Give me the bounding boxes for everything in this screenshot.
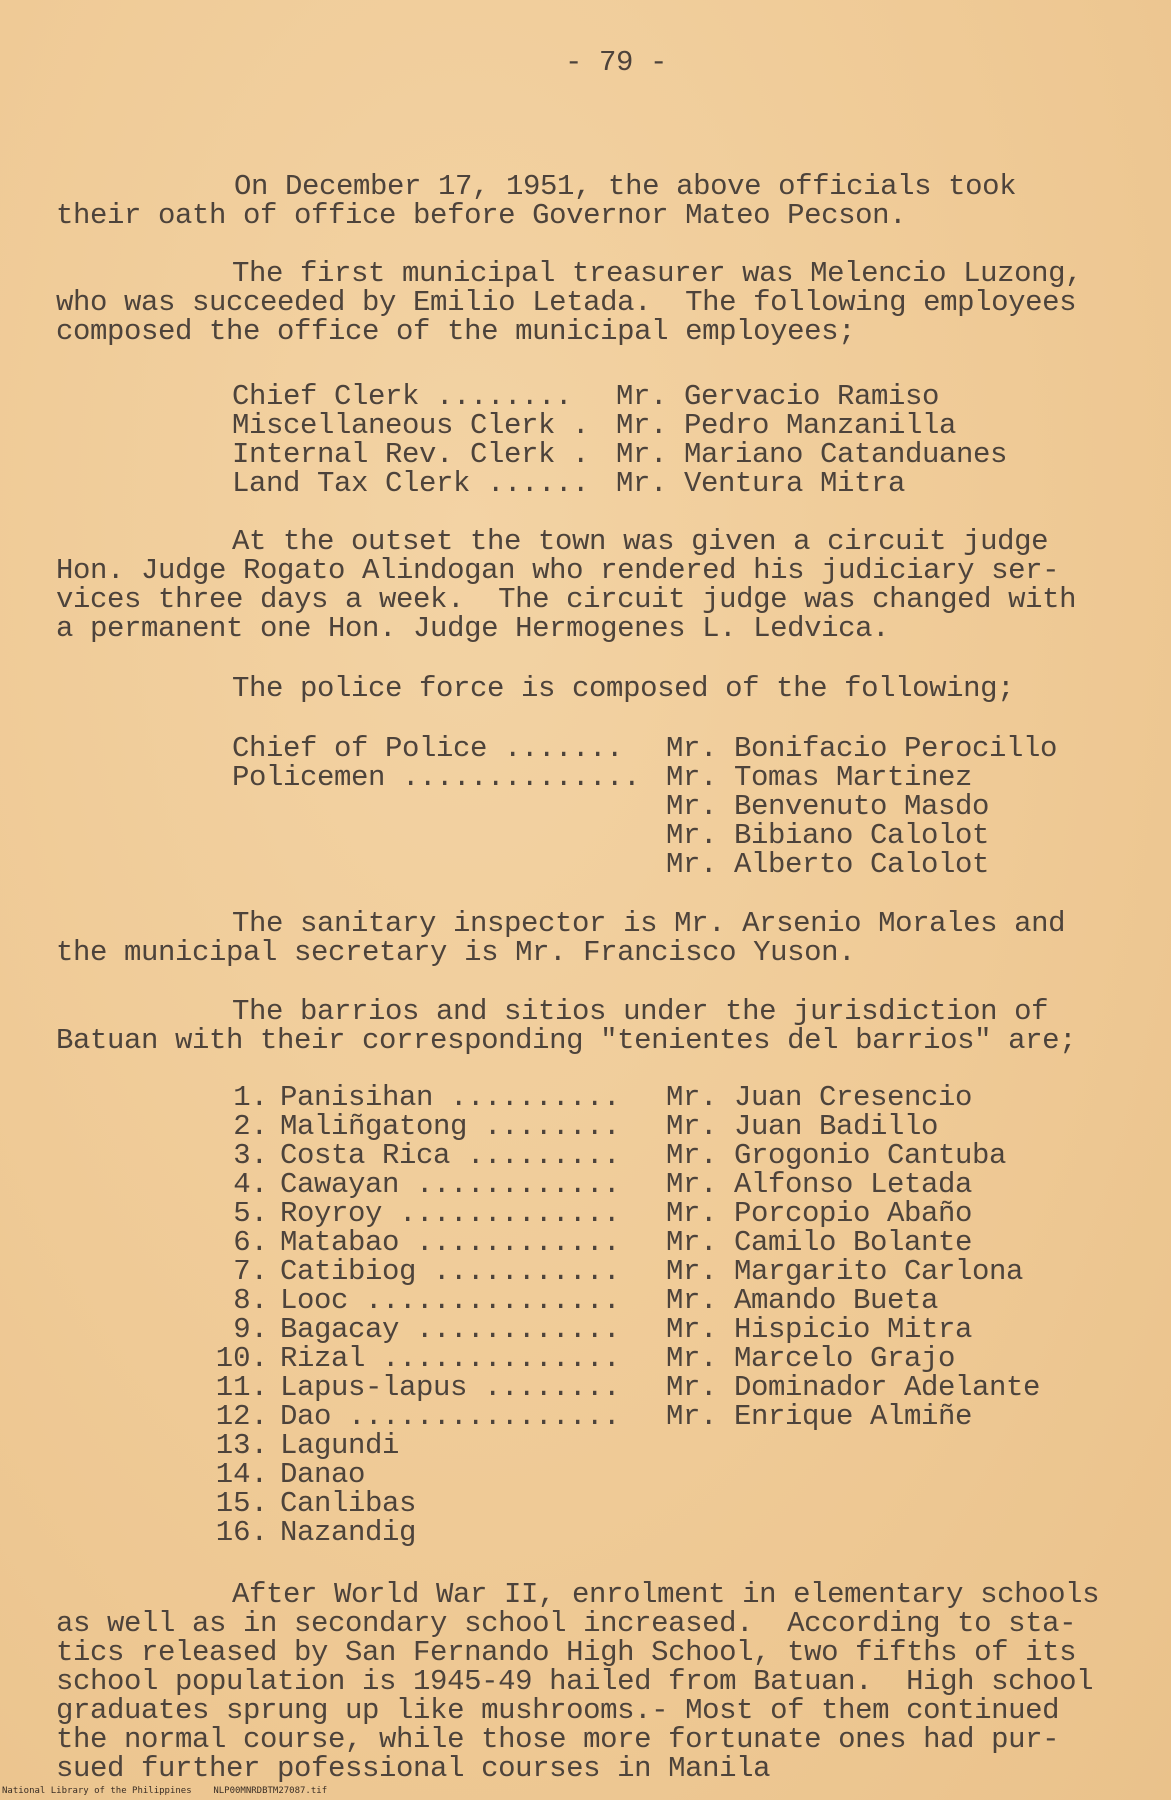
employee-name: Mr. Mariano Catanduanes — [616, 438, 1008, 471]
barrio-name: Costa Rica ......... — [280, 1139, 621, 1172]
teniente-name: Mr. Dominador Adelante — [666, 1371, 1041, 1404]
text-line: At the outset the town was given a circuit judge — [232, 525, 1049, 558]
police-name: Mr. Tomas Martinez — [666, 761, 973, 794]
page-number: - 79 - — [565, 46, 668, 79]
teniente-name: Mr. Enrique Almiñe — [666, 1400, 973, 1433]
employee-name: Mr. Ventura Mitra — [616, 467, 906, 500]
police-name: Mr. Benvenuto Masdo — [666, 790, 990, 823]
teniente-name: Mr. Grogonio Cantuba — [666, 1139, 1007, 1172]
employee-position: Miscellaneous Clerk . — [232, 409, 590, 442]
text-line: The barrios and sitios under the jurisdiction of — [232, 995, 1049, 1028]
teniente-name: Mr. Juan Badillo — [666, 1110, 939, 1143]
barrio-number: 10. — [215, 1342, 268, 1375]
barrio-name: Maliñgatong ........ — [280, 1110, 621, 1143]
barrio-number: 7. — [233, 1255, 268, 1288]
barrio-number: 16. — [215, 1516, 268, 1549]
police-name: Mr. Bonifacio Perocillo — [666, 732, 1058, 765]
text-line: Batuan with their corresponding "tenientes del barrios" are; — [56, 1024, 1077, 1057]
barrio-number: 3. — [233, 1139, 268, 1172]
barrio-number: 15. — [215, 1487, 268, 1520]
employee-name: Mr. Pedro Manzanilla — [616, 409, 957, 442]
teniente-name: Mr. Juan Cresencio — [666, 1081, 973, 1114]
text-line: as well as in secondary school increased. According to sta- — [56, 1607, 1077, 1640]
barrio-name: Lagundi — [280, 1429, 400, 1462]
barrio-name: Bagacay ............ — [280, 1313, 621, 1346]
barrio-name: Catibiog ........... — [280, 1255, 621, 1288]
text-line: the municipal secretary is Mr. Francisco Yuson. — [56, 936, 856, 969]
teniente-name: Mr. Camilo Bolante — [666, 1226, 973, 1259]
text-line: the normal course, while those more fortunate ones had pur- — [56, 1723, 1060, 1756]
teniente-name: Mr. Margarito Carlona — [666, 1255, 1024, 1288]
text-line: vices three days a week. The circuit judge was changed with — [56, 583, 1077, 616]
police-position: Policemen .............. — [232, 761, 641, 794]
police-position: Chief of Police ....... — [232, 732, 624, 765]
employee-position: Land Tax Clerk ...... — [232, 467, 590, 500]
barrio-number: 12. — [215, 1400, 268, 1433]
barrio-number: 11. — [215, 1371, 268, 1404]
police-name: Mr. Bibiano Calolot — [666, 819, 990, 852]
text-line: The sanitary inspector is Mr. Arsenio Morales and — [232, 907, 1066, 940]
barrio-number: 8. — [233, 1284, 268, 1317]
employee-position: Internal Rev. Clerk . — [232, 438, 590, 471]
barrio-name: Canlibas — [280, 1487, 417, 1520]
teniente-name: Mr. Porcopio Abaño — [666, 1197, 973, 1230]
police-name: Mr. Alberto Calolot — [666, 848, 990, 881]
barrio-number: 6. — [233, 1226, 268, 1259]
barrio-number: 2. — [233, 1110, 268, 1143]
barrio-name: Royroy ............. — [280, 1197, 621, 1230]
teniente-name: Mr. Alfonso Letada — [666, 1168, 973, 1201]
text-line: school population is 1945-49 hailed from Batuan. High school — [56, 1665, 1094, 1698]
text-line: who was succeeded by Emilio Letada. The following employees — [56, 286, 1077, 319]
teniente-name: Mr. Marcelo Grajo — [666, 1342, 956, 1375]
barrio-name: Lapus-lapus ........ — [280, 1371, 621, 1404]
teniente-name: Mr. Amando Bueta — [666, 1284, 939, 1317]
barrio-number: 13. — [215, 1429, 268, 1462]
barrio-name: Dao ................ — [280, 1400, 621, 1433]
text-line: Hon. Judge Rogato Alindogan who rendered his judiciary ser- — [56, 554, 1060, 587]
text-line: composed the office of the municipal employees; — [56, 315, 856, 348]
barrio-name: Looc ............... — [280, 1284, 621, 1317]
barrio-name: Panisihan .......... — [280, 1081, 621, 1114]
employee-position: Chief Clerk ........ — [232, 380, 573, 413]
teniente-name: Mr. Hispicio Mitra — [666, 1313, 973, 1346]
archive-footer: National Library of the Philippines NLP00MNRDBTM27087.tif — [2, 1786, 328, 1796]
text-line: a permanent one Hon. Judge Hermogenes L. Ledvica. — [56, 612, 890, 645]
text-line: On December 17, 1951, the above officials took — [234, 170, 1017, 203]
text-line: tics released by San Fernando High School, two fifths of its — [56, 1636, 1077, 1669]
barrio-name: Matabao ............ — [280, 1226, 621, 1259]
barrio-number: 9. — [233, 1313, 268, 1346]
text-line: their oath of office before Governor Mateo Pecson. — [56, 199, 907, 232]
text-line: The first municipal treasurer was Melencio Luzong, — [232, 257, 1083, 290]
barrio-number: 5. — [233, 1197, 268, 1230]
barrio-name: Rizal .............. — [280, 1342, 621, 1375]
barrio-name: Nazandig — [280, 1516, 417, 1549]
barrio-number: 1. — [233, 1081, 268, 1114]
employee-name: Mr. Gervacio Ramiso — [616, 380, 940, 413]
barrio-number: 4. — [233, 1168, 268, 1201]
text-line: After World War II, enrolment in elementary schools — [232, 1578, 1100, 1611]
barrio-name: Cawayan ............ — [280, 1168, 621, 1201]
barrio-name: Danao — [280, 1458, 366, 1491]
text-line: graduates sprung up like mushrooms.- Most of them continued — [56, 1694, 1060, 1727]
paragraph-police-intro: The police force is composed of the following; — [232, 672, 1015, 705]
barrio-number: 14. — [215, 1458, 268, 1491]
text-line: sued further pofessional courses in Manila — [56, 1752, 771, 1785]
